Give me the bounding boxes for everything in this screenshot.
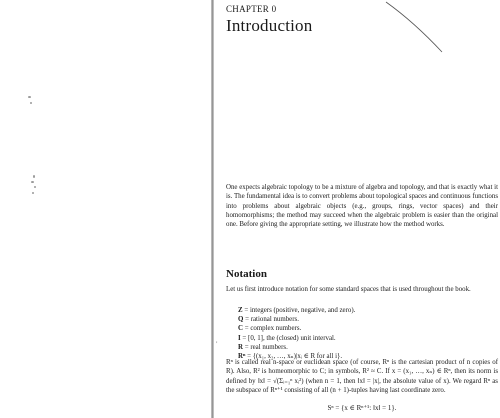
scan-speck (30, 102, 32, 104)
definition-text: = rational numbers. (243, 316, 299, 324)
intro-paragraph: One expects algebraic topology to be a mixture of algebra and topology, and that is exactly what it is. The fundamental idea is to convert problems about topological spaces and continuous functions into problems about algebraic objects (e.g., groups, rings, vector spaces) and their homomorphisms; the method may succeed when the algebraic problem is easier than the original one. Before giving the appropriate setting, we illustrate how the method works. (226, 184, 498, 229)
definition-text: = integers (positive, negative, and zero). (242, 307, 356, 314)
section-heading-notation: Notation (226, 268, 267, 280)
sphere-formula: Sⁿ = {x ∈ Rⁿ⁺¹: ‖x‖ = 1}. (327, 404, 397, 412)
scan-speck (31, 181, 34, 183)
notation-definitions (238, 306, 498, 361)
definition-symbol: Rⁿ (238, 353, 246, 361)
chapter-label: CHAPTER 0 (226, 4, 277, 14)
definition-item (238, 324, 498, 333)
definition-text: = complex numbers. (242, 325, 302, 333)
definition-symbol: I (238, 334, 241, 342)
scan-speck (32, 192, 34, 194)
definition-symbol: Z (238, 307, 243, 314)
notation-intro-text: Let us first introduce notation for some standard spaces that is used throughout the book. (226, 286, 471, 293)
chapter-title: Introduction (226, 16, 313, 35)
book-gutter (211, 0, 214, 418)
scan-speck (34, 186, 36, 188)
definition-item (238, 343, 498, 352)
definition-symbol: Q (238, 316, 244, 324)
decorative-arc (384, 0, 454, 60)
definition-text: = {(x₁, x₂, …, xₙ)|xᵢ ∈ R for all i}. (245, 353, 343, 361)
definition-symbol: C (238, 325, 243, 333)
definition-symbol: R (238, 343, 243, 351)
definition-item (238, 315, 498, 324)
definition-item (238, 306, 498, 315)
blank-facing-page (0, 0, 212, 418)
scan-speck (28, 96, 31, 98)
definition-text: = real numbers. (242, 343, 288, 351)
margin-mark: , (216, 338, 218, 344)
euclidean-space-paragraph: Rⁿ is called real n-space or euclidean space (of course, Rⁿ is the cartesian product of n copies of R). Also, R² is homeomorphic to C; in symbols, R² ≈ C. If x = (x₁, …, xₙ) ∈ Rⁿ, then its norm is defined by ‖x‖ = √(Σᵢ₌₁ⁿ xᵢ²) (when n = 1, then ‖x‖ = |x|, the absolute value of x). We regard Rⁿ as the subspace of Rⁿ⁺¹ consisting of all (n + 1)-tuples having last coordinate zero. (226, 359, 498, 394)
book-page (226, 0, 498, 418)
scan-speck (33, 175, 35, 178)
definition-text: = [0, 1], the (closed) unit interval. (240, 334, 336, 342)
definition-item (238, 334, 498, 343)
